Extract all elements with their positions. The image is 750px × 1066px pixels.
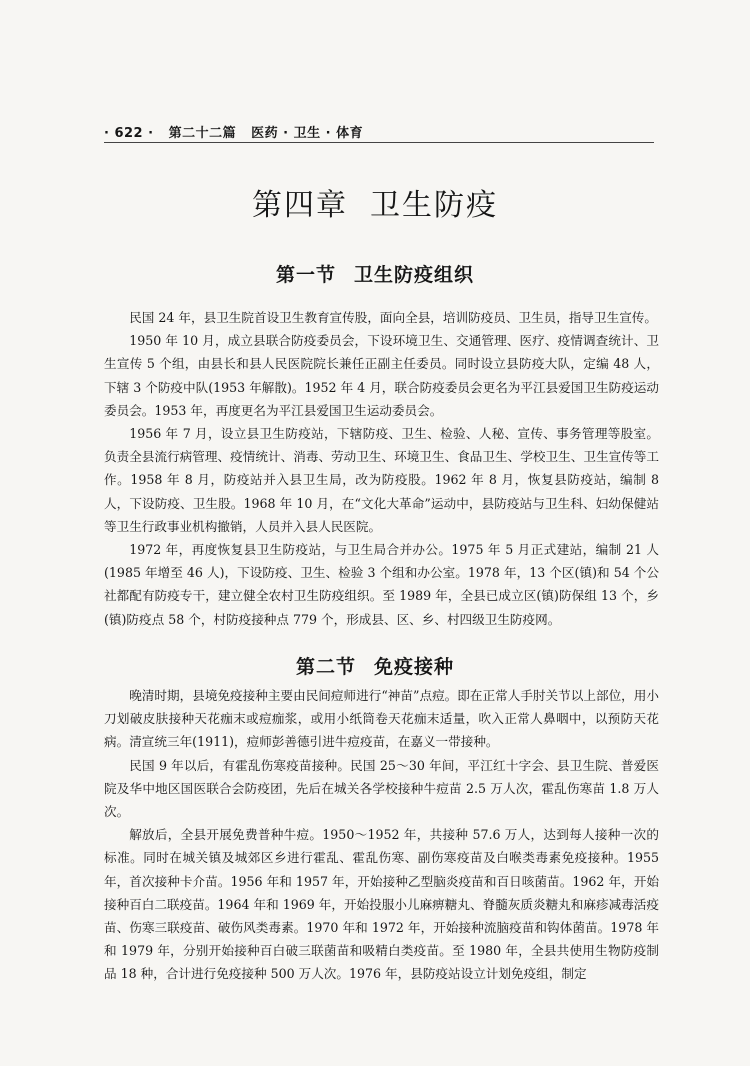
- paragraph: 解放后，全县开展免费普种牛痘。1950～1952 年，共接种 57.6 万人，达到每人接种一次的标准。同时在城关镇及城郊区乡进行霍乱、霍乱伤寒、副伤寒疫苗及白喉类毒素免疫接种。1955 年，首次接种卡介苗。1956 年和 1957 年，开始接种乙型脑炎疫苗和百日咳菌苗。1962 年，开始接种百白二联疫苗。1964 年和 1969 年，开始投服小儿麻痹糖丸、脊髓灰质炎糖丸和麻疹减毒活疫苗、伤寒三联疫苗、破伤风类毒素。1970 年和 1972 年，开始接种流脑疫苗和钩体菌苗。1978 年和 1979 年，分别开始接种百白破三联菌苗和吸精白类疫苗。至 1980 年，全县共使用生物防疫制品 18 种，合计进行免疫接种 500 万人次。1976 年，县防疫站设立计划免疫组，制定: [104, 827, 659, 982]
- part-title: 医药 · 卫生 · 体育: [251, 126, 364, 141]
- chapter-number: 第四章: [252, 188, 348, 223]
- section-title-1: [0, 260, 750, 287]
- paragraph: 1956 年 7 月，设立县卫生防疫站，下辖防疫、卫生、检验、人秘、宣传、事务管理等股室。负责全县流行病管理、疫情统计、消毒、劳动卫生、环境卫生、食品卫生、学校卫生、卫生宣传等工作。1958 年 8 月，防疫站并入县卫生局，改为防疫股。1962 年 8 月，恢复县防疫站，编制 8 人，下设防疫、卫生股。1968 年 10 月，在“文化大革命”运动中，县防疫站与卫生科、妇幼保健站等卫生行政事业机构撤销，人员并入县人民医院。: [104, 426, 659, 534]
- section-number: 第一节: [275, 264, 336, 286]
- page-number: · 622 ·: [104, 126, 154, 141]
- paragraph: 民国 9 年以后，有霍乱伤寒疫苗接种。民国 25～30 年间，平江红十字会、县卫生院、普爱医院及华中地区国医联合会防疫团，先后在城关各学校接种牛痘苗 2.5 万人次，霍乱伤寒苗 1.8 万人次。: [104, 757, 659, 820]
- part-label: 第二十二篇: [168, 126, 237, 141]
- paragraph: 1972 年，再度恢复县卫生防疫站，与卫生局合并办公。1975 年 5 月正式建站，编制 21 人(1985 年增至 46 人)，下设防疫、卫生、检验 3 个组和办公室。1978 年，13 个区(镇)和 54 个公社都配有防疫专干，建立健全农村卫生防疫组织。至 1989 年，全县已成立区(镇)防保组 13 个，乡(镇)防疫点 58 个，村防疫接种点 779 个，形成县、区、乡、村四级卫生防疫网。: [104, 542, 659, 627]
- chapter-name: 卫生防疫: [370, 188, 498, 223]
- running-header: [104, 122, 656, 141]
- section-name: 卫生防疫组织: [354, 264, 475, 286]
- section-2-body: [104, 684, 659, 986]
- paragraph: 晚清时期，县境免疫接种主要由民间痘师进行“神苗”点痘。即在正常人手肘关节以上部位，用小刀划破皮肤接种天花痂末或痘痂浆，或用小纸筒卷天花痂末适量，吹入正常人鼻咽中，以预防天花病。清宣统三年(1911)，痘师彭善德引进牛痘疫苗，在嘉义一带接种。: [104, 688, 659, 750]
- section-title-2: [0, 652, 750, 679]
- section-1-body: [104, 306, 659, 631]
- section-number: 第二节: [295, 656, 356, 678]
- chapter-title: [0, 180, 750, 224]
- header-rule: [104, 142, 654, 143]
- section-name: 免疫接种: [374, 656, 455, 678]
- paragraph: 民国 24 年，县卫生院首设卫生教育宣传股，面向全县，培训防疫员、卫生员，指导卫生宣传。: [129, 310, 657, 325]
- paragraph: 1950 年 10 月，成立县联合防疫委员会，下设环境卫生、交通管理、医疗、疫情调查统计、卫生宣传 5 个组，由县长和县人民医院院长兼任正副主任委员。同时设立县防疫大队，定编 48 人，下辖 3 个防疫中队(1953 年解散)。1952 年 4 月，联合防疫委员会更名为平江县爱国卫生防疫运动委员会。1953 年，再度更名为平江县爱国卫生运动委员会。: [104, 333, 659, 418]
